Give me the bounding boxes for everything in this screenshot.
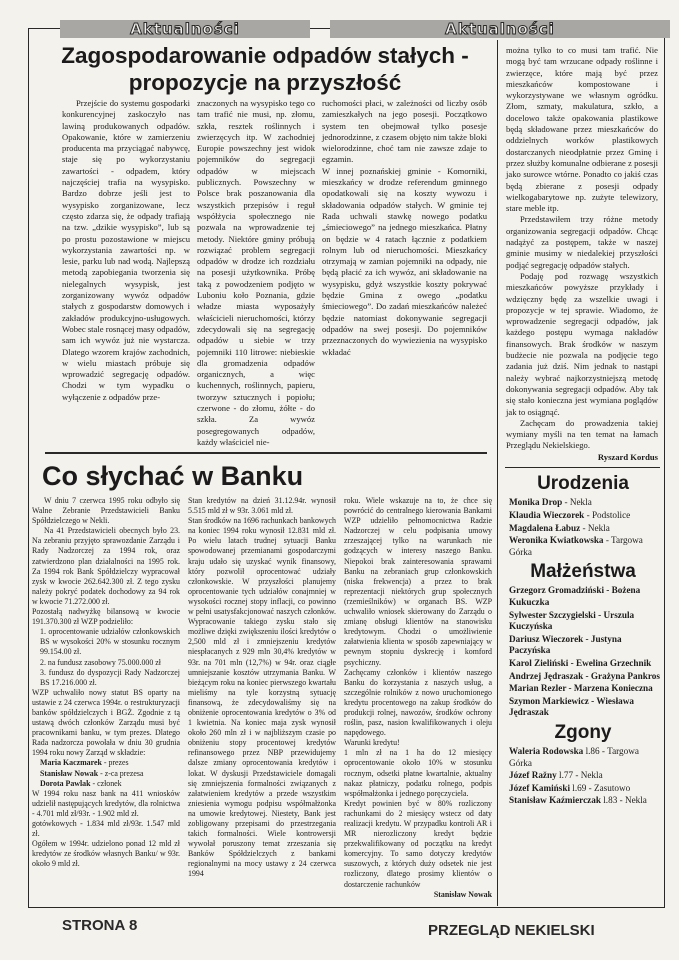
article-bank-column-2 bbox=[188, 496, 336, 900]
list-item bbox=[509, 746, 661, 769]
paragraph: W 1994 roku nasz bank na 411 wniosków udzielił następujących kredytów, dla rolnictwa - 4.701 mld zł/93r. - 1.902 mld zł. bbox=[32, 788, 180, 818]
person-place: l.77 - Nekla bbox=[559, 770, 603, 781]
paragraph: gotówkowych - 1.834 mld zł/93r. 1.547 mld zł. bbox=[32, 819, 180, 839]
article-bank-body bbox=[32, 496, 492, 900]
paragraph: można tylko to co musi tam trafić. Nie mogą być tam wrzucane odpady roślinne i zwierzęce, które mają być przez mieszkańców kompostowane i wykorzystywane we własnym ogródku. Złom, szmaty, makulatura, szkło, a docelowo także opakowania plastikowe będą składowane przez mieszkańców do oddzielnych worków plastikowych dostarczanych nieodpłatnie przez Gminę i przez służby komunalne odbierane z posesji jako surowce wtórne. Ponadto co jakiś czas będą zbierane z posesji odpady wielkogabarytowe np. zużyte telewizory, stare meble itp. bbox=[506, 45, 658, 214]
list-item bbox=[509, 770, 661, 782]
board-member-name: Stanisław Nowak bbox=[40, 768, 99, 778]
list-item: 1. oprocentowanie udziałów członkowskich BS w wysokości 20% w stosunku rocznym 99.154.00 zł. bbox=[40, 627, 180, 657]
person-name: Stanisław Kaźmierczak bbox=[509, 795, 601, 806]
list-item: Szymon Markiewicz - Wiesława Jędraszak bbox=[509, 695, 634, 718]
person-name: Waleria Rodowska bbox=[509, 745, 584, 756]
list-item: Karol Zieliński - Ewelina Grzechnik bbox=[509, 658, 652, 669]
marriages-list bbox=[505, 585, 661, 719]
announcements bbox=[505, 467, 661, 808]
article-bank-title: Co słychać w Banku bbox=[42, 461, 304, 491]
person-place: - Nekla bbox=[582, 522, 610, 533]
section-banner-left: Aktualności bbox=[60, 20, 310, 38]
paragraph: znaczonych na wysypisko tego co tam trafić nie musi, np. złomu, szkła, resztek roślinnych i zwierzęcych itp. W zachodniej Europie powszechny jest widok pojemników do segregacji odpadów w miejscach publicznych. Powszechny w Polsce brak poszanowania dla wszystkich przepisów i reguł współżycia społecznego nie pozwala na wprowadzenie tej metody. Niektóre gminy próbują rozwiązać problem segregacji odpadów w drodze ich rozdziału na posesji użytkownika. Próbę taką z powodzeniem podjęto w Luboniu koło Poznania, gdzie władze miasta wyposażyły właścicieli nieruchomości, którzy zdecydowali się na segregację odpadów u siebie w trzy pojemniki 110 litrowe: niebieskie dla gromadzenia odpadów organicznych, a więc kuchennych, roślinnych, papieru, tworzyw sztucznych i popiołu; czerwone - do złomu, żółte - do szkła. Za wywóz posegregowanych odpadów, każdy właściciel nie- bbox=[197, 98, 315, 447]
person-name: Klaudia Wieczorek bbox=[509, 510, 585, 521]
person-name: Weronika Kwiatkowska bbox=[509, 535, 604, 546]
article-waste-author: Ryszard Kordus bbox=[597, 451, 658, 462]
list-item: Andrzej Jędraszak - Grażyna Pankros bbox=[509, 670, 660, 681]
list-item: 2. na fundusz zasobowy 75.000.000 zł bbox=[40, 657, 161, 667]
board-list bbox=[32, 758, 180, 788]
list-item bbox=[509, 497, 661, 509]
board-member bbox=[40, 769, 180, 779]
births-heading: Urodzenia bbox=[537, 473, 629, 495]
paragraph: roku. Wiele wskazuje na to, że chce się powrócić do centralnego kierowania Bankami WZP udzieliło pełnomocnictwa Radzie Nadzorczej w celu podpisania umowy zrzeszającej tylko na warunkach nie godzących w interesy naszego Banku. Niepokoi brak zainteresowania sprawami Banku na zebraniach grup członkowskich (niska frekwencja) a przez to brak reprezentacji niektórych grup społecznych (rzemieślników) w organach BS. WZP uchwaliło wniosek skierowany do Zarządu o zmianę obsługi klientów na stanowisku kredytowym. Chodzi o umożliwienie załatwienia klienta w sposób zapewniający w pewnym stopniu dyskrecję i komford psychiczny. bbox=[344, 496, 492, 667]
person-place: - Podstolice bbox=[586, 510, 631, 521]
board-member-role: - członek bbox=[92, 778, 122, 788]
births-list bbox=[505, 497, 661, 558]
person-place: - Nekla bbox=[564, 497, 592, 508]
article-bank-column-1 bbox=[32, 496, 180, 900]
page-number: STRONA 8 bbox=[62, 917, 138, 934]
list-item bbox=[509, 535, 661, 558]
board-member bbox=[40, 758, 180, 768]
article-waste-column-1 bbox=[62, 98, 190, 403]
paragraph: Stan środków na 1696 rachunkach bankowych na koniec 1994 roku wynosił 12.831 mld zł. Po wielu latach trudnej sytuacji Banku spowodowanej przemianami gospodarczymi kraju udało się uzyskać wynik finansowy, który pozwolił oprocentować udziały członkowskie. W przyszłości planujemy oprocentowanie tych udziałów conajmniej w wysokości rocznej stopy inflacji, co powinno w pełni usatysfakcjonować naszych członków. Wypracowanie takiego zysku stało się możliwe dzięki zwiększeniu ilości kredytów o 2,500 mld zł i zmniejszeniu kredytów niespłacanych z 929 mln 30,4% kredytów w 93r. na 701 mln (12,7%) w 94r. oraz ciągłe umniejszanie kosztów utrzymania Banku. W bieżącym roku na koniec pierwszego kwartału mieliśmy na tyle korzystną sytuację finansową, że zdecydowaliśmy się na obniżenie oprocentowania kredytów o 3% od 1 kwietnia. Na koniec maja zysk wynosił około 260 mln zł i w najbliższym czasie po obniżeniu stopy procentowej kredytów refinansowego przez NBP przewidujemy dalsze zmiany oprocentowania kredytów i lokat. W dyskusji Przedstawiciele domagali się zmniejszenia formalności związanych z załatwieniem kredytów a przede wszystkim zniesienia wymogu podpisu współmałżonka na umowie kredytowej. Niestety, Bank jest zobligowany przepisami do przestrzegania takich formalności. Wiele kontrowersji wywołał poruszony temat zrzeszania się Banków Spółdzielczych z bankami regionalnymi na mocy ustawy z 24 czerwca 1994 bbox=[188, 516, 336, 879]
list-item bbox=[509, 523, 661, 535]
paragraph: Stan kredytów na dzień 31.12.94r. wynosił 5.515 mld zł w 93r. 3.061 mld zł. bbox=[188, 496, 336, 516]
list-item bbox=[509, 510, 661, 522]
article-bank-column-3 bbox=[344, 496, 492, 900]
list-item: Marian Rezler - Marzena Konieczna bbox=[509, 683, 653, 694]
paragraph: ruchomości płaci, w zależności od liczby osób zamieszkałych na jego posesji. Początkowo system ten obejmował tylko posesje jednorodzinne, z czasem objęto nim także bloki wielorodzinne, choć tam nie zawsze zdaje to egzamin. bbox=[322, 98, 487, 165]
person-name: Monika Drop bbox=[509, 497, 563, 508]
column-divider bbox=[497, 40, 498, 906]
paragraph: Przedstawiłem trzy różne metody organizowania segregacji odpadów. Chcąc nadążyć za postępem, także w naszej gminie musimy w niedalekiej przyszłości podjąć segregację odpadów stałych. bbox=[506, 214, 658, 270]
paragraph: 1 mln zł na 1 ha do 12 miesięcy oprocentowanie około 10% w stosunku rocznym, odsetki płatne kwartalnie, aktualny nakaz płatniczy, podatku rolnego, podpis współmałżonka i jednego poręczyciela. bbox=[344, 748, 492, 798]
paragraph: W dniu 7 czerwca 1995 roku odbyło się Walne Zebranie Przedstawicieli Banku Spółdzielczego w Nekli. bbox=[32, 496, 180, 526]
paragraph: Zachęcamy członków i klientów naszego Banku do korzystania z naszych usług, a szczególnie rolników z nowo uruchomionego kredytu procentowego na zakup środków do produkcji rolnej, nawozów, środków ochrony roślin, pasz, nasion kwalifikowanych i oleju napędowego. bbox=[344, 667, 492, 738]
profit-distribution-list bbox=[32, 627, 180, 688]
article-waste-column-2 bbox=[197, 98, 315, 448]
paragraph: Warunki kredytu! bbox=[344, 738, 400, 748]
person-name: Józef Kamiński bbox=[509, 782, 570, 793]
person-place: l.86 - Targowa Górka bbox=[509, 745, 639, 768]
board-member-role: - z-ca prezesa bbox=[100, 768, 144, 778]
person-place: - Targowa Górka bbox=[509, 535, 643, 557]
article-waste-title: Zagospodarowanie odpadów stałych - propozycje na przyszłość bbox=[61, 43, 469, 95]
paragraph: Zachęcam do prowadzenia takiej wymiany myśli na ten temat na łamach Przeglądu Nekielskiego. bbox=[506, 417, 658, 451]
person-place: l.69 - Zasutowo bbox=[572, 782, 631, 793]
paragraph: Pozostałą nadwyżkę bilansową w kwocie 191.370.300 zł WZP podzieliło: bbox=[32, 607, 180, 627]
article-divider bbox=[45, 452, 487, 454]
paragraph: Na 41 Przedstawicieli obecnych było 23. Na zebraniu przyjęto sprawozdanie Zarządu i Rady Nadzorczej za 1994 rok, oraz zatwierdzono plan działalności na 1995 rok. Za 1994 rok Bank Spółdzielczy wypracował zysk w kwocie 262.642.300 zł. Z tego zysku należy pokryć podatek dochodowy za 94 rok w kwocie 71.272.000 zł. bbox=[32, 526, 180, 606]
article-waste-column-3 bbox=[322, 98, 487, 358]
paragraph: Ogółem w 1994r. udzielono ponad 12 mld zł kredytów ze środków własnych Banku/ w 93r. około 9 mld zł. bbox=[32, 839, 180, 869]
board-member-name: Dorota Pawlak bbox=[40, 778, 91, 788]
list-item: Sylwester Szczygielski - Urszula Kuczyńska bbox=[509, 609, 635, 632]
paragraph: WZP uchwaliło nowy statut BS oparty na ustawie z 24 czerwca 1994r. o restrukturyzacji banków spółdzielczych i BGŻ. Zgodnie z tą ustawą dwóch członków Zarządu musi być pracownikami banku, w tym prezes. Dlatego Rada nadzorcza powołała w dniu 30 grudnia 1994 roku nowy Zarząd w składzie: bbox=[32, 687, 180, 758]
list-item bbox=[509, 795, 661, 807]
paragraph: W innej poznańskiej gminie - Komorniki, mieszkańcy w drodze referendum gminnego opodatkowali się na koszty wywozu i składowania odpadów stałych. W gminie tej Rada uchwali stawkę nowego podatku „śmieciowego” na jednego mieszkańca. Płatny on będzie w 4 ratach łącznie z podatkiem rolnym lub od nieruchomości. Mieszkańcy otrzymają w zamian pojemniki na odpady, nie będą płacić za ich wywóz, ani składowanie na wysypisku, gdyż wszystkie koszty pokrywać będzie Gmina z owego „podatku śmieciowego”. Do zadań mieszkańców należeć będzie natomiast dokonywanie segregacji odpadów na swej posesji. Do pojemników przeznaczonych do wywiezienia na wysypisko wkładać bbox=[322, 165, 487, 357]
paragraph: Podaję pod rozwagę wszystkich mieszkańców powyższe przykłady i wdzięczny będę za wszelkie uwagi i propozycje w tej sprawie. Wiadomo, że wprowadzenie segregacji odpadów, jak każdego postępu wymaga nakładów finansowych. Brak środków w naszym budżecie nie pozwala na podjęcie tego zadania już dziś. Nim jednak to nastąpi należy wybrać najkorzystniejszą metodę dokonywania segregacji odpadów. Aby tak się stało konieczna jest wymiana poglądów jak to osiągnąć. bbox=[506, 270, 658, 417]
board-member-role: - prezes bbox=[103, 758, 129, 768]
publication-name: PRZEGLĄD NEKIELSKI bbox=[428, 922, 595, 939]
person-name: Józef Ražny bbox=[509, 770, 557, 781]
person-place: l.83 - Nekla bbox=[603, 795, 647, 806]
person-name: Magdalena Łabuz bbox=[509, 522, 581, 533]
section-banner-right: Aktualności bbox=[330, 20, 670, 38]
paragraph: Przejście do systemu gospodarki konkurencyjnej zaskoczyło nas lawiną produkowanych odpadów. Opakowanie, które w zamierzeniu producenta ma przyciągać nabywcę, staje się po wykorzystaniu zawartości - odpadem, który najczęściej trafia na wysypisko. Bardzo dobrze jeśli jest to wysypisko zorganizowane, lecz często zdarza się, że odpady trafiają na tzw. „dzikie wysypisko”, lub są po prostu pozostawione w miejscu wykorzystania zawartości np. w lesie, parku lub nad wodą. Najlepszą metodą zapobiegania tworzenia się nielegalnych wysypisk, jest zorganizowany wywóz odpadów stałych z gospodarstw domowych i zakładów produkcyjno-usługowych. Wobec stale rosnącej masy odpadów, sam ich wywóz już nie wystarcza. Dlatego wzorem krajów zachodnich, w wielu miastach próbuje się wprowadzić segregację odpadów. Chodzi w tym wypadku o wyłączenie z odpadów prze- bbox=[62, 98, 190, 402]
announcements-divider bbox=[505, 467, 660, 469]
deaths-heading: Zgony bbox=[554, 721, 612, 743]
board-member bbox=[40, 779, 180, 789]
list-item: Dariusz Wieczorek - Justyna Paczyńska bbox=[509, 633, 622, 656]
list-item bbox=[509, 783, 661, 795]
board-member-name: Maria Kaczmarek bbox=[40, 758, 102, 768]
article-waste-column-4 bbox=[506, 45, 658, 463]
list-item: Grzegorz Gromadziński - Bożena Kukuczka bbox=[509, 585, 641, 608]
list-item: 3. fundusz do dyspozycji Rady Nadzorczej BS 17.216.000 zł. bbox=[40, 667, 180, 687]
deaths-list bbox=[505, 746, 661, 807]
paragraph: Kredyt powinien być w 80% rozliczony rachunkami do 2 miesięcy wstecz od daty realizacji kredytu. W przypadku kontroli AR i MR nierozliczony kredyt będzie przekwalifikowany od początku na kredyt komercyjny. To samo dotyczy kredytów suszowych, z których duży odsetek nie jest rozliczony, dlatego prosimy klientów o dostarczenie rachunków bbox=[344, 798, 492, 889]
article-bank-author: Stanisław Nowak bbox=[433, 889, 492, 899]
marriages-heading: Małżeństwa bbox=[530, 561, 636, 583]
